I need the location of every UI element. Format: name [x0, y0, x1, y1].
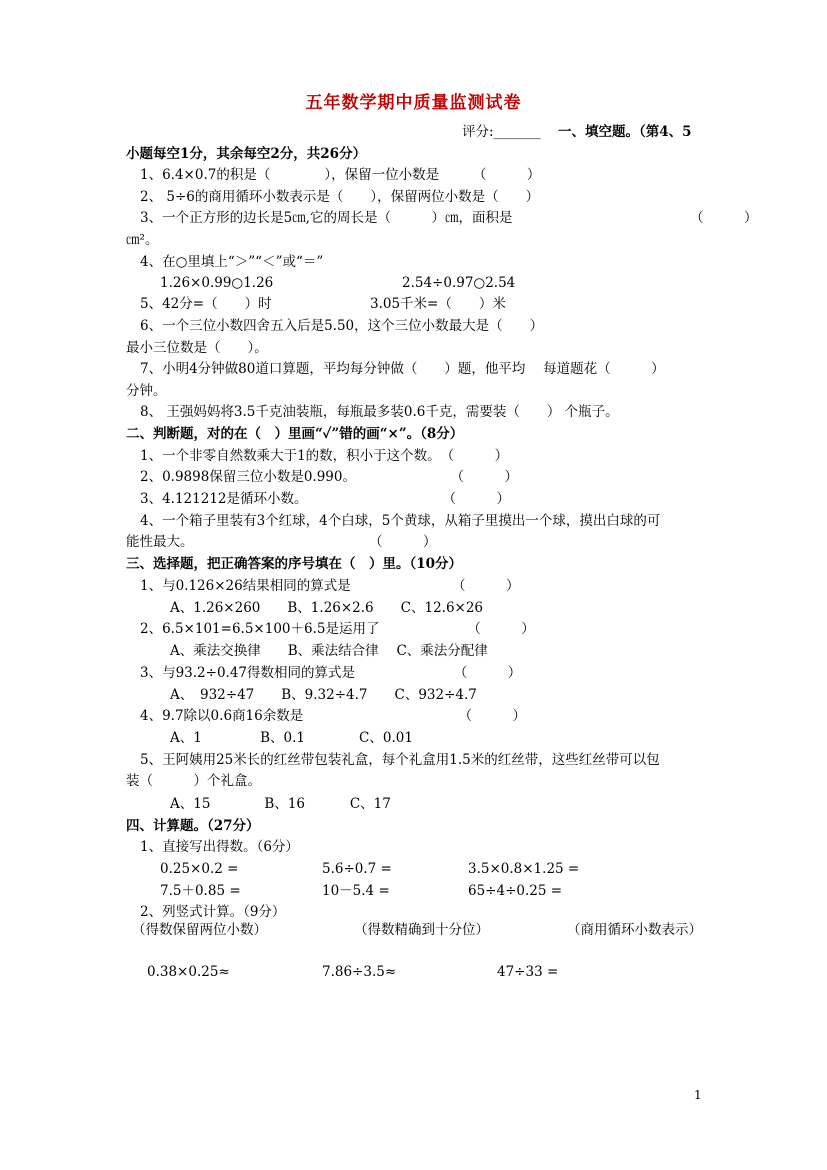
sec1-q6-cont: 最小三位数是（ ）。 — [126, 340, 268, 356]
sec1-q4: 4、在○里填上“＞”“＜”或“＝” — [140, 254, 324, 270]
sec1-q2: 2、 5÷6的商用循环小数表示是（ ），保留两位小数是（ ） — [140, 189, 540, 205]
page-number: 1 — [694, 1088, 702, 1102]
vertical-calc-item: 7.86÷3.5≈ — [322, 964, 397, 980]
sec2-q4-cont: 能性最大。 （ ） — [126, 534, 437, 550]
sec2-q3: 3、4.121212是循环小数。 （ ） — [140, 491, 511, 507]
sec4-part1: 1、直接写出得数。（6分） — [140, 839, 299, 855]
sec3-q5: 5、王阿姨用25米长的红丝带包装礼盒，每个礼盒用1.5米的红丝带，这些红丝带可以包 — [140, 752, 660, 768]
sec1-q3-blank: （ ） — [690, 210, 758, 226]
sec1-q4-b: 2.54÷0.97○2.54 — [402, 275, 516, 291]
sec3-q4-options: A、1 B、0.1 C、0.01 — [170, 730, 413, 746]
sec1-q7: 7、小明4分钟做80道口算题，平均每分钟做（ ）题，他平均 每道题花（ ） — [140, 361, 665, 377]
vertical-calc-item: 47÷33 = — [497, 964, 559, 980]
sec1-q5-a: 5、42分=（ ）时 — [140, 296, 272, 312]
section3-title: 三、选择题，把正确答案的序号填在（ ）里。（10分） — [126, 556, 463, 572]
sec4-part2: 2、列竖式计算。（9分） — [140, 904, 286, 920]
calc-item: 7.5＋0.85 = — [160, 883, 241, 899]
sec1-q5-b: 3.05千米=（ ）米 — [370, 296, 506, 312]
sec1-q8: 8、 王强妈妈将3.5千克油装瓶，每瓶最多装0.6千克，需要装（ ） 个瓶子。 — [140, 404, 619, 420]
calc-item: 65÷4÷0.25 = — [468, 883, 563, 899]
sec3-q5-options: A、15 B、16 C、17 — [170, 796, 391, 812]
vertical-calc-item: 0.38×0.25≈ — [147, 964, 230, 980]
sec1-q6: 6、一个三位小数四舍五入后是5.50，这个三位小数最大是（ ） — [140, 318, 544, 334]
calc-item: 10－5.4 = — [322, 883, 390, 899]
sec1-q3-unit: ㎝²。 — [126, 232, 159, 248]
sec3-q5-cont: 装（ ）个礼盒。 — [126, 773, 261, 789]
vertical-calc-note: （商用循环小数表示） — [567, 922, 702, 938]
section1-title-cont: 小题每空1分，其余每空2分，共26分） — [126, 146, 367, 162]
sec1-q3: 3、一个正方形的边长是5㎝,它的周长是（ ）㎝，面积是 — [140, 210, 513, 226]
sec1-q1: 1、6.4×0.7的积是（ ），保留一位小数是 （ ） — [140, 167, 541, 183]
section1-title: 一、填空题。（第4、5 — [558, 124, 692, 140]
sec3-q1-options: A、1.26×260 B、1.26×2.6 C、12.6×26 — [170, 600, 484, 616]
vertical-calc-note: （得数保留两位小数） — [132, 922, 267, 938]
calc-item: 3.5×0.8×1.25 = — [468, 861, 580, 877]
sec3-q2-options: A、乘法交换律 B、乘法结合律 C、乘法分配律 — [170, 643, 488, 659]
section4-title: 四、计算题。（27分） — [126, 818, 260, 834]
sec2-q4: 4、一个箱子里装有3个红球，4个白球，5个黄球，从箱子里摸出一个球，摸出白球的可 — [140, 513, 661, 529]
sec3-q3-options: A、 932÷47 B、9.32÷4.7 C、932÷4.7 — [170, 687, 477, 703]
sec1-q7-cont: 分钟。 — [126, 383, 167, 399]
score-label: 评分:_______ — [462, 124, 541, 140]
sec3-q4: 4、9.7除以0.6商16余数是 （ ） — [140, 708, 526, 724]
sec2-q2: 2、0.9898保留三位小数是0.990。 （ ） — [140, 469, 518, 485]
calc-item: 0.25×0.2 = — [160, 861, 239, 877]
sec3-q1: 1、与0.126×26结果相同的算式是 （ ） — [140, 578, 520, 594]
exam-title: 五年数学期中质量监测试卷 — [305, 93, 522, 113]
sec1-q4-a: 1.26×0.99○1.26 — [160, 275, 274, 291]
sec2-q1: 1、一个非零自然数乘大于1的数，积小于这个数。 （ ） — [140, 448, 509, 464]
sec3-q2: 2、6.5×101=6.5×100＋6.5是运用了 （ ） — [140, 621, 535, 637]
calc-item: 5.6÷0.7 = — [322, 861, 392, 877]
vertical-calc-note: （得数精确到十分位） — [354, 922, 489, 938]
section2-title: 二、判断题，对的在（ ）里画“✓”错的画“×”。（8分） — [126, 426, 464, 442]
sec3-q3: 3、与93.2÷0.47得数相同的算式是 （ ） — [140, 665, 522, 681]
